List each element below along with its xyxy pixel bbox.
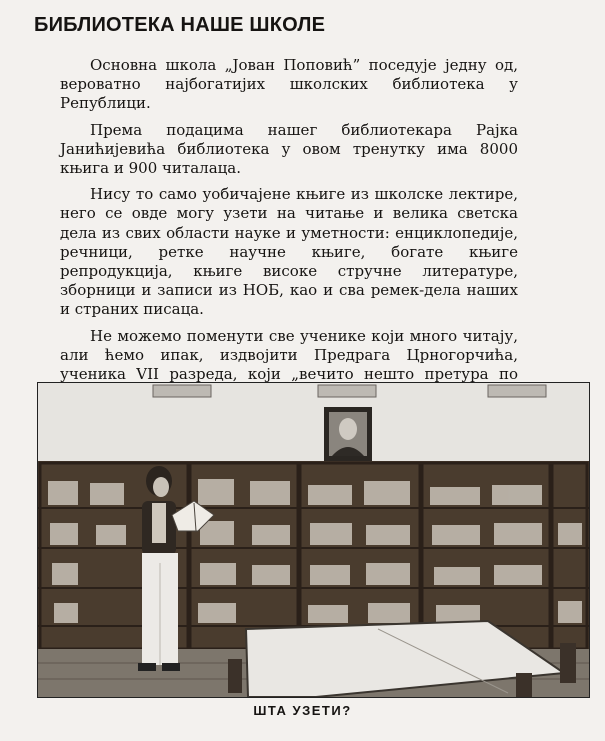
article-paragraph: Основна школа „Јован Поповић” поседује једну од, вероватно најбогатијих школских библиотека у Републици. xyxy=(60,56,518,113)
article-paragraph: Не можемо поменути све ученике који много читају, али ћемо ипак, издвојити Предрага Црногорчића, ученика VII разреда, који „вечито нешто претура по xyxy=(60,326,518,384)
article-body xyxy=(60,56,518,410)
photo-caption: ШТА УЗЕТИ? xyxy=(253,703,352,718)
library-photo-image xyxy=(38,383,589,697)
library-photo xyxy=(37,382,590,698)
article-headline: БИБЛИОТЕКА НАШЕ ШКОЛЕ xyxy=(34,14,326,36)
article-paragraph: Нису то само уобичајене књиге из школске лектире, него се овде могу узети на читање и велика светска дела из свих области науке и уметности: енциклопедије, речници, ретке научне књиге, богате књиге репродукција, књиге високе стручне литературе, зборници и записи из НОБ, као и сва ремек-дела наших и страних писаца. xyxy=(60,185,518,319)
article-paragraph: Према подацима нашег библиотекара Рајка Јанићијевића библиотека у овом тренутку има 8000 књига и 900 читалаца. xyxy=(60,120,518,178)
